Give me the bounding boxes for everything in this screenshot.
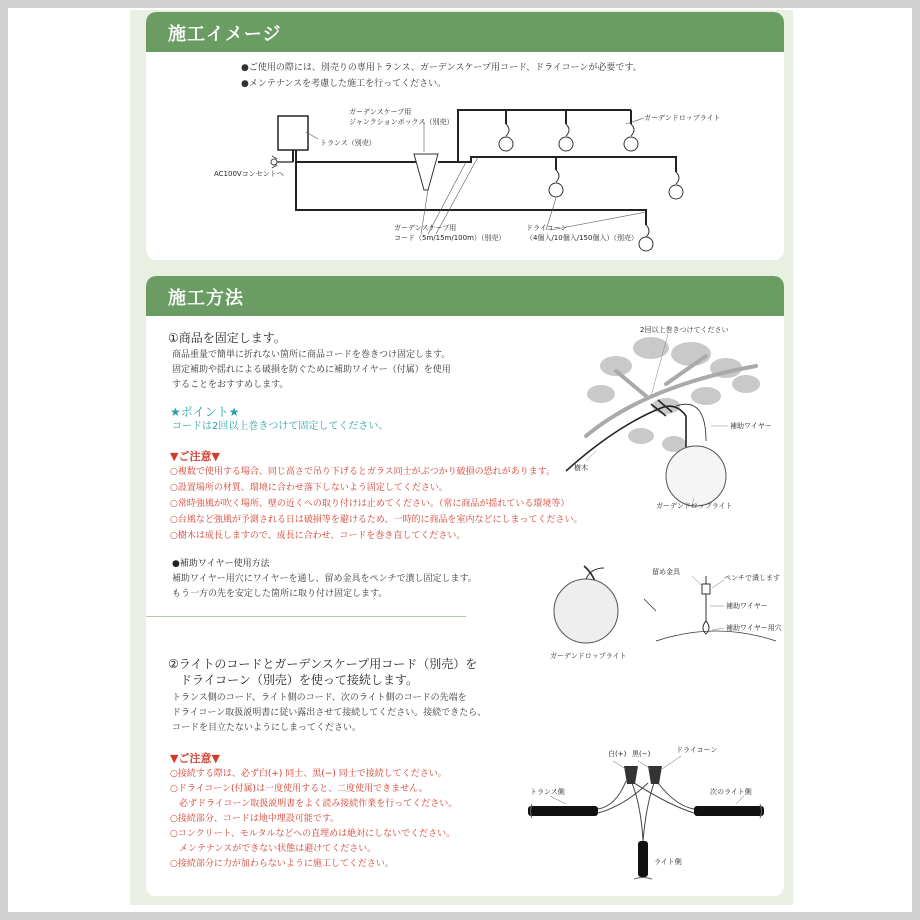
wire-usage-text: 補助ワイヤー用穴にワイヤーを通し、留め金具をペンチで潰し固定します。 — [172, 574, 477, 584]
droplight-label: ガーデンドロップライト — [644, 114, 721, 122]
junction-box-label: ガーデンスケープ用 — [349, 108, 412, 116]
caution-item: メンテナンスができない状態は避けてください。 — [170, 844, 377, 854]
bullet-text: ●メンテナンスを考慮した施工を行ってください。 — [241, 79, 447, 89]
step2-heading: ドライコーン（別売）を使って接続します。 — [180, 673, 418, 687]
bullet-text: ●ご使用の際には、別売りの専用トランス、ガーデンスケープ用コード、ドライコーンが必要です。 — [241, 63, 642, 73]
drycone-label: ドライコーン — [526, 224, 568, 232]
caution-item: ○コンクリート、モルタルなどへの直埋めは絶対にしないでください。 — [170, 829, 456, 839]
instruction-sheet — [130, 10, 793, 905]
black-wire-label: 黒(−) — [632, 750, 651, 758]
droplight-label: ガーデンドロップライト — [656, 502, 733, 510]
step2-text: ドライコーン取扱説明書に従い露出させて接続してください。接続できたら、 — [172, 708, 487, 718]
cord-label: コード（5m/15m/100m）（別売） — [394, 234, 506, 242]
caution-item: ○複数で使用する場合、同じ高さで吊り下げるとガラス同士がぶつかり破損の恐れがあります。 — [170, 467, 555, 477]
transformer-label: トランス（別売） — [320, 139, 376, 147]
caution-item: ○台風など強風が予測される日は破損等を避けるため、一時的に商品を室内などにしまってください。 — [170, 515, 583, 525]
connection-figure — [146, 276, 784, 896]
point-text: コードは2回以上巻きつけて固定してください。 — [172, 421, 389, 432]
step1-text: 商品重量で簡単に折れない箇所に商品コードを巻きつけ固定します。 — [172, 350, 451, 360]
outlet-label: AC100Vコンセントへ — [214, 170, 284, 178]
section-title: 施工イメージ — [168, 24, 282, 45]
caution-heading: ▼ご注意▼ — [170, 450, 220, 463]
wire-usage-text: もう一方の先を安定した箇所に取り付け固定します。 — [172, 589, 388, 599]
caution-heading: ▼ご注意▼ — [170, 752, 220, 765]
step1-heading: ①商品を固定します。 — [168, 331, 286, 345]
installation-method-card — [146, 276, 784, 896]
next-light-side-label: 次のライト側 — [710, 788, 752, 796]
cord-label: ガーデンスケープ用 — [394, 224, 457, 232]
wire-label: 補助ワイヤー — [726, 602, 768, 610]
wire-label: 補助ワイヤー — [730, 422, 772, 430]
drycone-label: （4個入/10個入/150個入）（別売） — [526, 234, 638, 242]
caution-item: ○設置場所の材質、環境に合わせ落下しないよう固定してください。 — [170, 483, 448, 493]
caution-item: ○接続する際は、必ず白(+) 同士、黒(−) 同士で接続してください。 — [170, 769, 447, 779]
white-wire-label: 白(+) — [608, 750, 627, 758]
installation-image-card — [146, 12, 784, 260]
caution-item: ○接続部分に力が加わらないように施工してください。 — [170, 859, 394, 869]
droplight-label: ガーデンドロップライト — [550, 652, 627, 660]
wire-hole-label: 補助ワイヤー用穴 — [726, 624, 782, 632]
transformer-side-label: トランス側 — [530, 788, 565, 796]
wrap-note-label: 2回以上巻きつけてください — [640, 326, 729, 334]
wiring-diagram — [146, 12, 784, 260]
caution-item: ○常時強風が吹く場所、壁の近くへの取り付けは止めてください。（常に商品が揺れている環境等） — [170, 499, 570, 509]
tree-label: 樹木 — [574, 464, 588, 472]
step1-text: することをおすすめします。 — [172, 380, 289, 390]
junction-box-label: ジャンクションボックス（別売） — [349, 118, 454, 126]
point-heading: ★ポイント★ — [170, 405, 240, 419]
step2-heading: ②ライトのコードとガーデンスケープ用コード（別売）を — [168, 657, 478, 671]
pliers-label: ペンチで潰します — [724, 574, 780, 582]
caution-item: 必ずドライコーン取扱説明書をよく読み接続作業を行ってください。 — [170, 799, 458, 809]
drycone-label: ドライコーン — [676, 746, 718, 754]
caution-item: ○ドライコーン(付属)は一度使用すると、二度使用できません。 — [170, 784, 428, 794]
step2-text: トランス側のコード、ライト側のコード、次のライト側のコードの先端を — [172, 693, 467, 703]
section-title: 施工方法 — [168, 288, 244, 309]
caution-item: ○接続部分、コードは地中埋設可能です。 — [170, 814, 340, 824]
wire-usage-heading: ●補助ワイヤー使用方法 — [172, 559, 270, 569]
caution-item: ○樹木は成長しますので、成長に合わせ、コードを巻き直してください。 — [170, 531, 466, 541]
step2-text: コードを目立たないようにしまってください。 — [172, 723, 362, 733]
clamp-label: 留め金具 — [652, 568, 680, 576]
light-side-label: ライト側 — [654, 858, 682, 866]
step1-text: 固定補助や揺れによる破損を防ぐために補助ワイヤー（付属）を使用 — [172, 365, 451, 375]
